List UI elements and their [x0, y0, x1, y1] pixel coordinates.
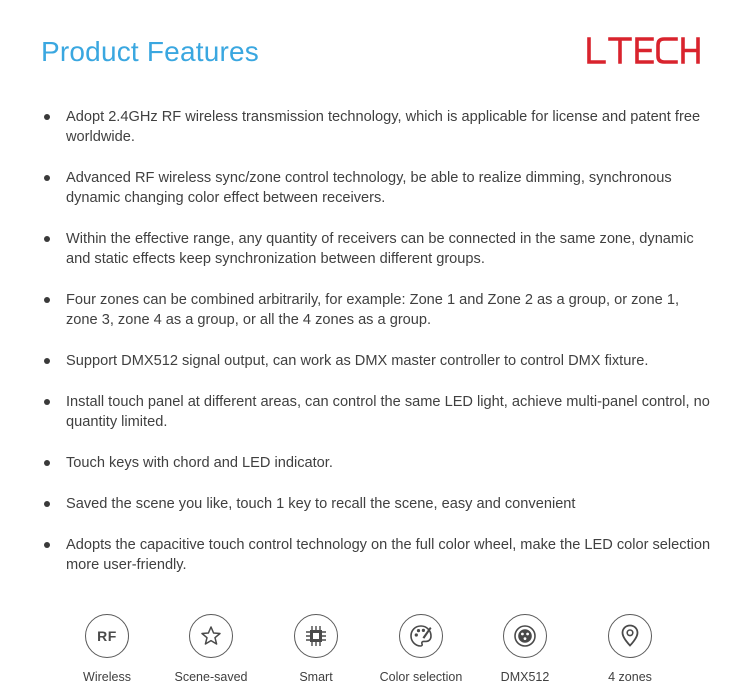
feature-item	[0, 535, 753, 575]
feature-badge-4-zones	[575, 614, 685, 684]
feature-list	[0, 107, 753, 596]
icon-label: Scene-saved	[174, 670, 248, 684]
bullet-icon	[44, 460, 50, 466]
feature-text: Install touch panel at different areas, can control the same LED light, achieve multi-panel control, no quantity limited.	[66, 394, 710, 430]
rf-icon-text: RF	[97, 628, 117, 644]
icon-label: Color selection	[379, 670, 463, 684]
feature-item	[0, 107, 753, 147]
feature-item	[0, 229, 753, 269]
feature-icon-row	[0, 614, 753, 698]
feature-item	[0, 453, 753, 473]
bullet-icon	[44, 501, 50, 507]
bullet-icon	[44, 114, 50, 120]
rf-icon	[85, 614, 129, 658]
palette-icon	[399, 614, 443, 658]
feature-text: Support DMX512 signal output, can work as DMX master controller to control DMX fixture.	[66, 353, 649, 369]
feature-badge-color-selection	[366, 614, 476, 684]
icon-label: Smart	[299, 670, 333, 684]
location-pin-icon	[608, 614, 652, 658]
feature-item	[0, 290, 753, 330]
bullet-icon	[44, 297, 50, 303]
chip-icon	[294, 614, 338, 658]
icon-label: Wireless	[83, 670, 131, 684]
feature-item	[0, 392, 753, 432]
feature-text: Adopt 2.4GHz RF wireless transmission technology, which is applicable for license and patent free worldwide.	[66, 109, 701, 145]
feature-text: Adopts the capacitive touch control technology on the full color wheel, make the LED color selection more user-friendly.	[66, 537, 711, 573]
feature-text: Four zones can be combined arbitrarily, for example: Zone 1 and Zone 2 as a group, or zone 1, zone 3, zone 4 as a group, or all the 4 zones as a group.	[66, 292, 680, 328]
feature-badge-smart	[261, 614, 371, 684]
bullet-icon	[44, 175, 50, 181]
feature-item	[0, 168, 753, 208]
bullet-icon	[44, 542, 50, 548]
ltech-logo	[586, 36, 702, 66]
feature-badge-scene-saved	[156, 614, 266, 684]
feature-text: Touch keys with chord and LED indicator.	[66, 455, 333, 471]
bullet-icon	[44, 236, 50, 242]
page-title: Product Features	[41, 36, 259, 67]
feature-item	[0, 494, 753, 514]
icon-label: 4 zones	[608, 670, 652, 684]
feature-text: Saved the scene you like, touch 1 key to recall the scene, easy and convenient	[66, 496, 576, 512]
feature-badge-dmx512	[470, 614, 580, 684]
star-icon	[189, 614, 233, 658]
dmx-connector-icon	[503, 614, 547, 658]
feature-text: Within the effective range, any quantity of receivers can be connected in the same zone, dynamic and static effects keep synchronization between different groups.	[66, 231, 694, 267]
feature-badge-wireless	[52, 614, 162, 684]
feature-item	[0, 351, 753, 371]
bullet-icon	[44, 358, 50, 364]
feature-text: Advanced RF wireless sync/zone control technology, be able to realize dimming, synchronous dynamic changing color effect between receivers.	[66, 170, 672, 206]
bullet-icon	[44, 399, 50, 405]
icon-label: DMX512	[500, 670, 550, 684]
